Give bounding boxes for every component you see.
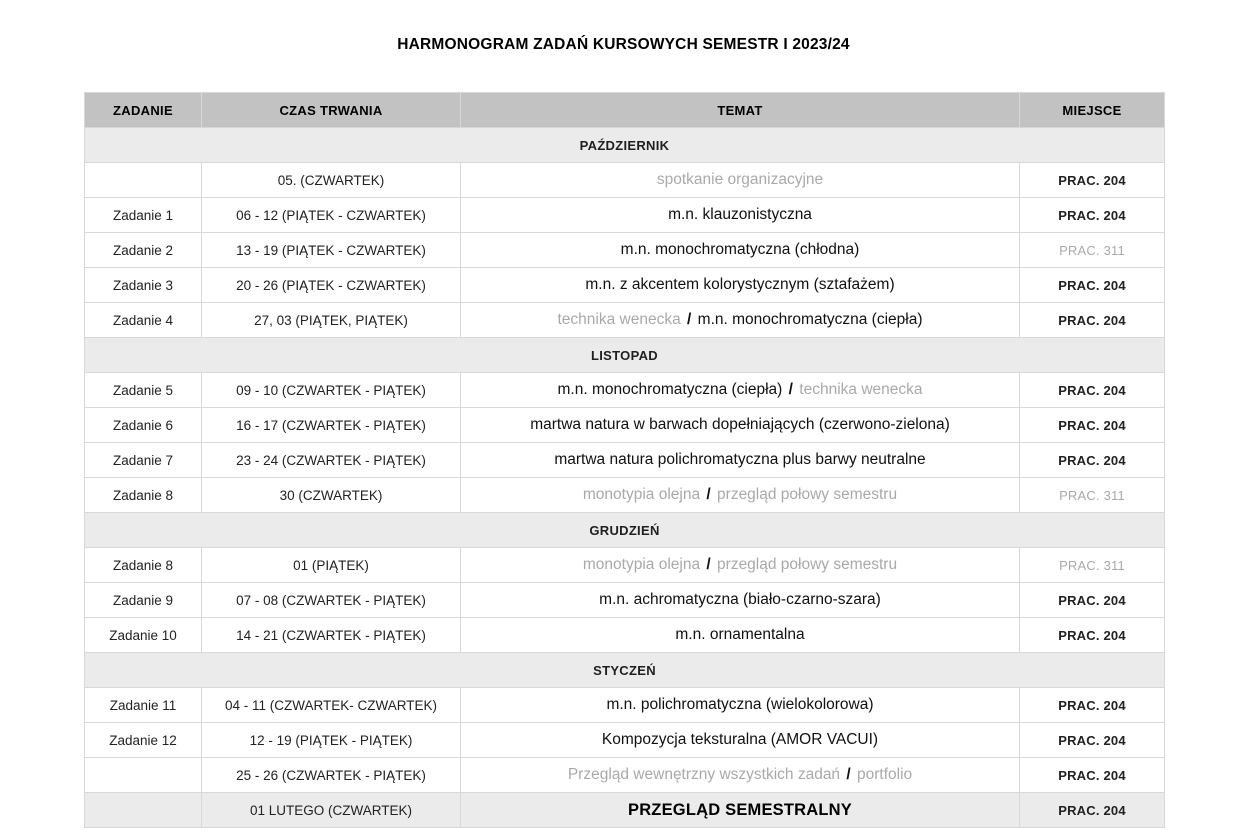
table-row [85, 583, 1165, 618]
topic-segment-strong: PRZEGLĄD SEMESTRALNY [627, 800, 852, 819]
table-row [85, 793, 1165, 828]
cell-duration: 13 - 19 (PIĄTEK - CZWARTEK) [202, 233, 461, 268]
cell-duration: 07 - 08 (CZWARTEK - PIĄTEK) [202, 583, 461, 618]
table-row [85, 268, 1165, 303]
cell-task: Zadanie 2 [85, 233, 202, 268]
cell-topic [461, 618, 1020, 653]
cell-topic [461, 723, 1020, 758]
column-header-place: MIEJSCE [1020, 93, 1165, 128]
cell-task [85, 163, 202, 198]
cell-place: PRAC. 204 [1020, 373, 1165, 408]
table-row [85, 688, 1165, 723]
table-row [85, 618, 1165, 653]
table-row [85, 548, 1165, 583]
table-row [85, 373, 1165, 408]
column-header-task: ZADANIE [85, 93, 202, 128]
topic-segment: m.n. klauzonistyczna [668, 206, 812, 223]
cell-task: Zadanie 1 [85, 198, 202, 233]
cell-task: Zadanie 5 [85, 373, 202, 408]
cell-place: PRAC. 204 [1020, 408, 1165, 443]
cell-task: Zadanie 4 [85, 303, 202, 338]
month-divider-row [85, 653, 1165, 688]
table-row [85, 163, 1165, 198]
topic-segment: portfolio [857, 766, 913, 783]
cell-task [85, 758, 202, 793]
table-row [85, 478, 1165, 513]
topic-segment: monotypia olejna [582, 486, 701, 503]
topic-segment: m.n. monochromatyczna (ciepła) [557, 381, 783, 398]
table-row [85, 233, 1165, 268]
cell-place: PRAC. 204 [1020, 723, 1165, 758]
cell-task: Zadanie 6 [85, 408, 202, 443]
topic-separator: / [687, 311, 692, 328]
cell-duration: 25 - 26 (CZWARTEK - PIĄTEK) [202, 758, 461, 793]
cell-topic [461, 478, 1020, 513]
topic-segment: martwa natura w barwach dopełniających (czerwono-zielona) [530, 416, 950, 433]
cell-duration: 30 (CZWARTEK) [202, 478, 461, 513]
table-row [85, 198, 1165, 233]
cell-task: Zadanie 8 [85, 548, 202, 583]
cell-duration: 12 - 19 (PIĄTEK - PIĄTEK) [202, 723, 461, 758]
table-header [85, 93, 1165, 128]
month-divider-row [85, 128, 1165, 163]
topic-separator: / [846, 766, 851, 783]
cell-topic [461, 408, 1020, 443]
cell-duration: 05. (CZWARTEK) [202, 163, 461, 198]
cell-place: PRAC. 311 [1020, 233, 1165, 268]
topic-segment: m.n. polichromatyczna (wielokolorowa) [606, 696, 874, 713]
cell-place: PRAC. 204 [1020, 163, 1165, 198]
page-title: HARMONOGRAM ZADAŃ KURSOWYCH SEMESTR I 2023/24 [397, 36, 850, 53]
topic-segment: Przegląd wewnętrzny wszystkich zadań [567, 766, 841, 783]
cell-topic [461, 268, 1020, 303]
topic-separator: / [706, 486, 711, 503]
cell-task: Zadanie 12 [85, 723, 202, 758]
table-row [85, 443, 1165, 478]
cell-topic [461, 233, 1020, 268]
cell-task: Zadanie 10 [85, 618, 202, 653]
cell-task: Zadanie 7 [85, 443, 202, 478]
topic-segment: m.n. monochromatyczna (chłodna) [620, 241, 860, 258]
header-row [85, 93, 1165, 128]
cell-task: Zadanie 3 [85, 268, 202, 303]
cell-topic [461, 793, 1020, 828]
cell-task [85, 793, 202, 828]
month-divider-row [85, 338, 1165, 373]
cell-duration: 27, 03 (PIĄTEK, PIĄTEK) [202, 303, 461, 338]
cell-topic [461, 688, 1020, 723]
cell-duration: 01 LUTEGO (CZWARTEK) [202, 793, 461, 828]
topic-segment: przegląd połowy semestru [717, 486, 898, 503]
topic-segment: przegląd połowy semestru [717, 556, 898, 573]
month-label: LISTOPAD [85, 338, 1165, 373]
cell-task: Zadanie 8 [85, 478, 202, 513]
topic-separator: / [788, 381, 793, 398]
topic-separator: / [706, 556, 711, 573]
cell-place: PRAC. 204 [1020, 618, 1165, 653]
cell-place: PRAC. 204 [1020, 268, 1165, 303]
schedule-table [84, 92, 1165, 828]
cell-place: PRAC. 204 [1020, 303, 1165, 338]
cell-place: PRAC. 204 [1020, 198, 1165, 233]
cell-duration: 09 - 10 (CZWARTEK - PIĄTEK) [202, 373, 461, 408]
cell-topic [461, 548, 1020, 583]
cell-duration: 01 (PIĄTEK) [202, 548, 461, 583]
cell-place: PRAC. 204 [1020, 758, 1165, 793]
topic-segment: monotypia olejna [582, 556, 701, 573]
table-row [85, 723, 1165, 758]
topic-segment: technika wenecka [557, 311, 681, 328]
topic-segment: m.n. ornamentalna [675, 626, 805, 643]
cell-place: PRAC. 204 [1020, 688, 1165, 723]
table-row [85, 303, 1165, 338]
cell-task: Zadanie 11 [85, 688, 202, 723]
topic-segment: spotkanie organizacyjne [656, 171, 824, 188]
table-row [85, 408, 1165, 443]
table-row [85, 758, 1165, 793]
cell-duration: 04 - 11 (CZWARTEK- CZWARTEK) [202, 688, 461, 723]
cell-duration: 23 - 24 (CZWARTEK - PIĄTEK) [202, 443, 461, 478]
topic-segment: m.n. z akcentem kolorystycznym (sztafażem) [585, 276, 895, 293]
cell-topic [461, 758, 1020, 793]
cell-duration: 16 - 17 (CZWARTEK - PIĄTEK) [202, 408, 461, 443]
topic-segment: technika wenecka [799, 381, 923, 398]
cell-task: Zadanie 9 [85, 583, 202, 618]
cell-place: PRAC. 311 [1020, 548, 1165, 583]
cell-place: PRAC. 204 [1020, 583, 1165, 618]
month-label: GRUDZIEŃ [85, 513, 1165, 548]
cell-place: PRAC. 204 [1020, 443, 1165, 478]
cell-place: PRAC. 311 [1020, 478, 1165, 513]
month-divider-row [85, 513, 1165, 548]
cell-topic [461, 198, 1020, 233]
topic-segment: Kompozycja teksturalna (AMOR VACUI) [601, 731, 879, 748]
month-label: PAŹDZIERNIK [85, 128, 1165, 163]
cell-duration: 14 - 21 (CZWARTEK - PIĄTEK) [202, 618, 461, 653]
topic-segment: martwa natura polichromatyczna plus barwy neutralne [554, 451, 926, 468]
cell-duration: 20 - 26 (PIĄTEK - CZWARTEK) [202, 268, 461, 303]
cell-topic [461, 303, 1020, 338]
month-label: STYCZEŃ [85, 653, 1165, 688]
schedule-table-wrap [84, 92, 1164, 828]
column-header-topic: TEMAT [461, 93, 1020, 128]
column-header-duration: CZAS TRWANIA [202, 93, 461, 128]
cell-topic [461, 373, 1020, 408]
cell-place: PRAC. 204 [1020, 793, 1165, 828]
topic-segment: m.n. monochromatyczna (ciepła) [697, 311, 923, 328]
cell-topic [461, 583, 1020, 618]
table-body [85, 128, 1165, 828]
topic-segment: m.n. achromatyczna (biało-czarno-szara) [599, 591, 881, 608]
cell-topic [461, 163, 1020, 198]
cell-duration: 06 - 12 (PIĄTEK - CZWARTEK) [202, 198, 461, 233]
cell-topic [461, 443, 1020, 478]
